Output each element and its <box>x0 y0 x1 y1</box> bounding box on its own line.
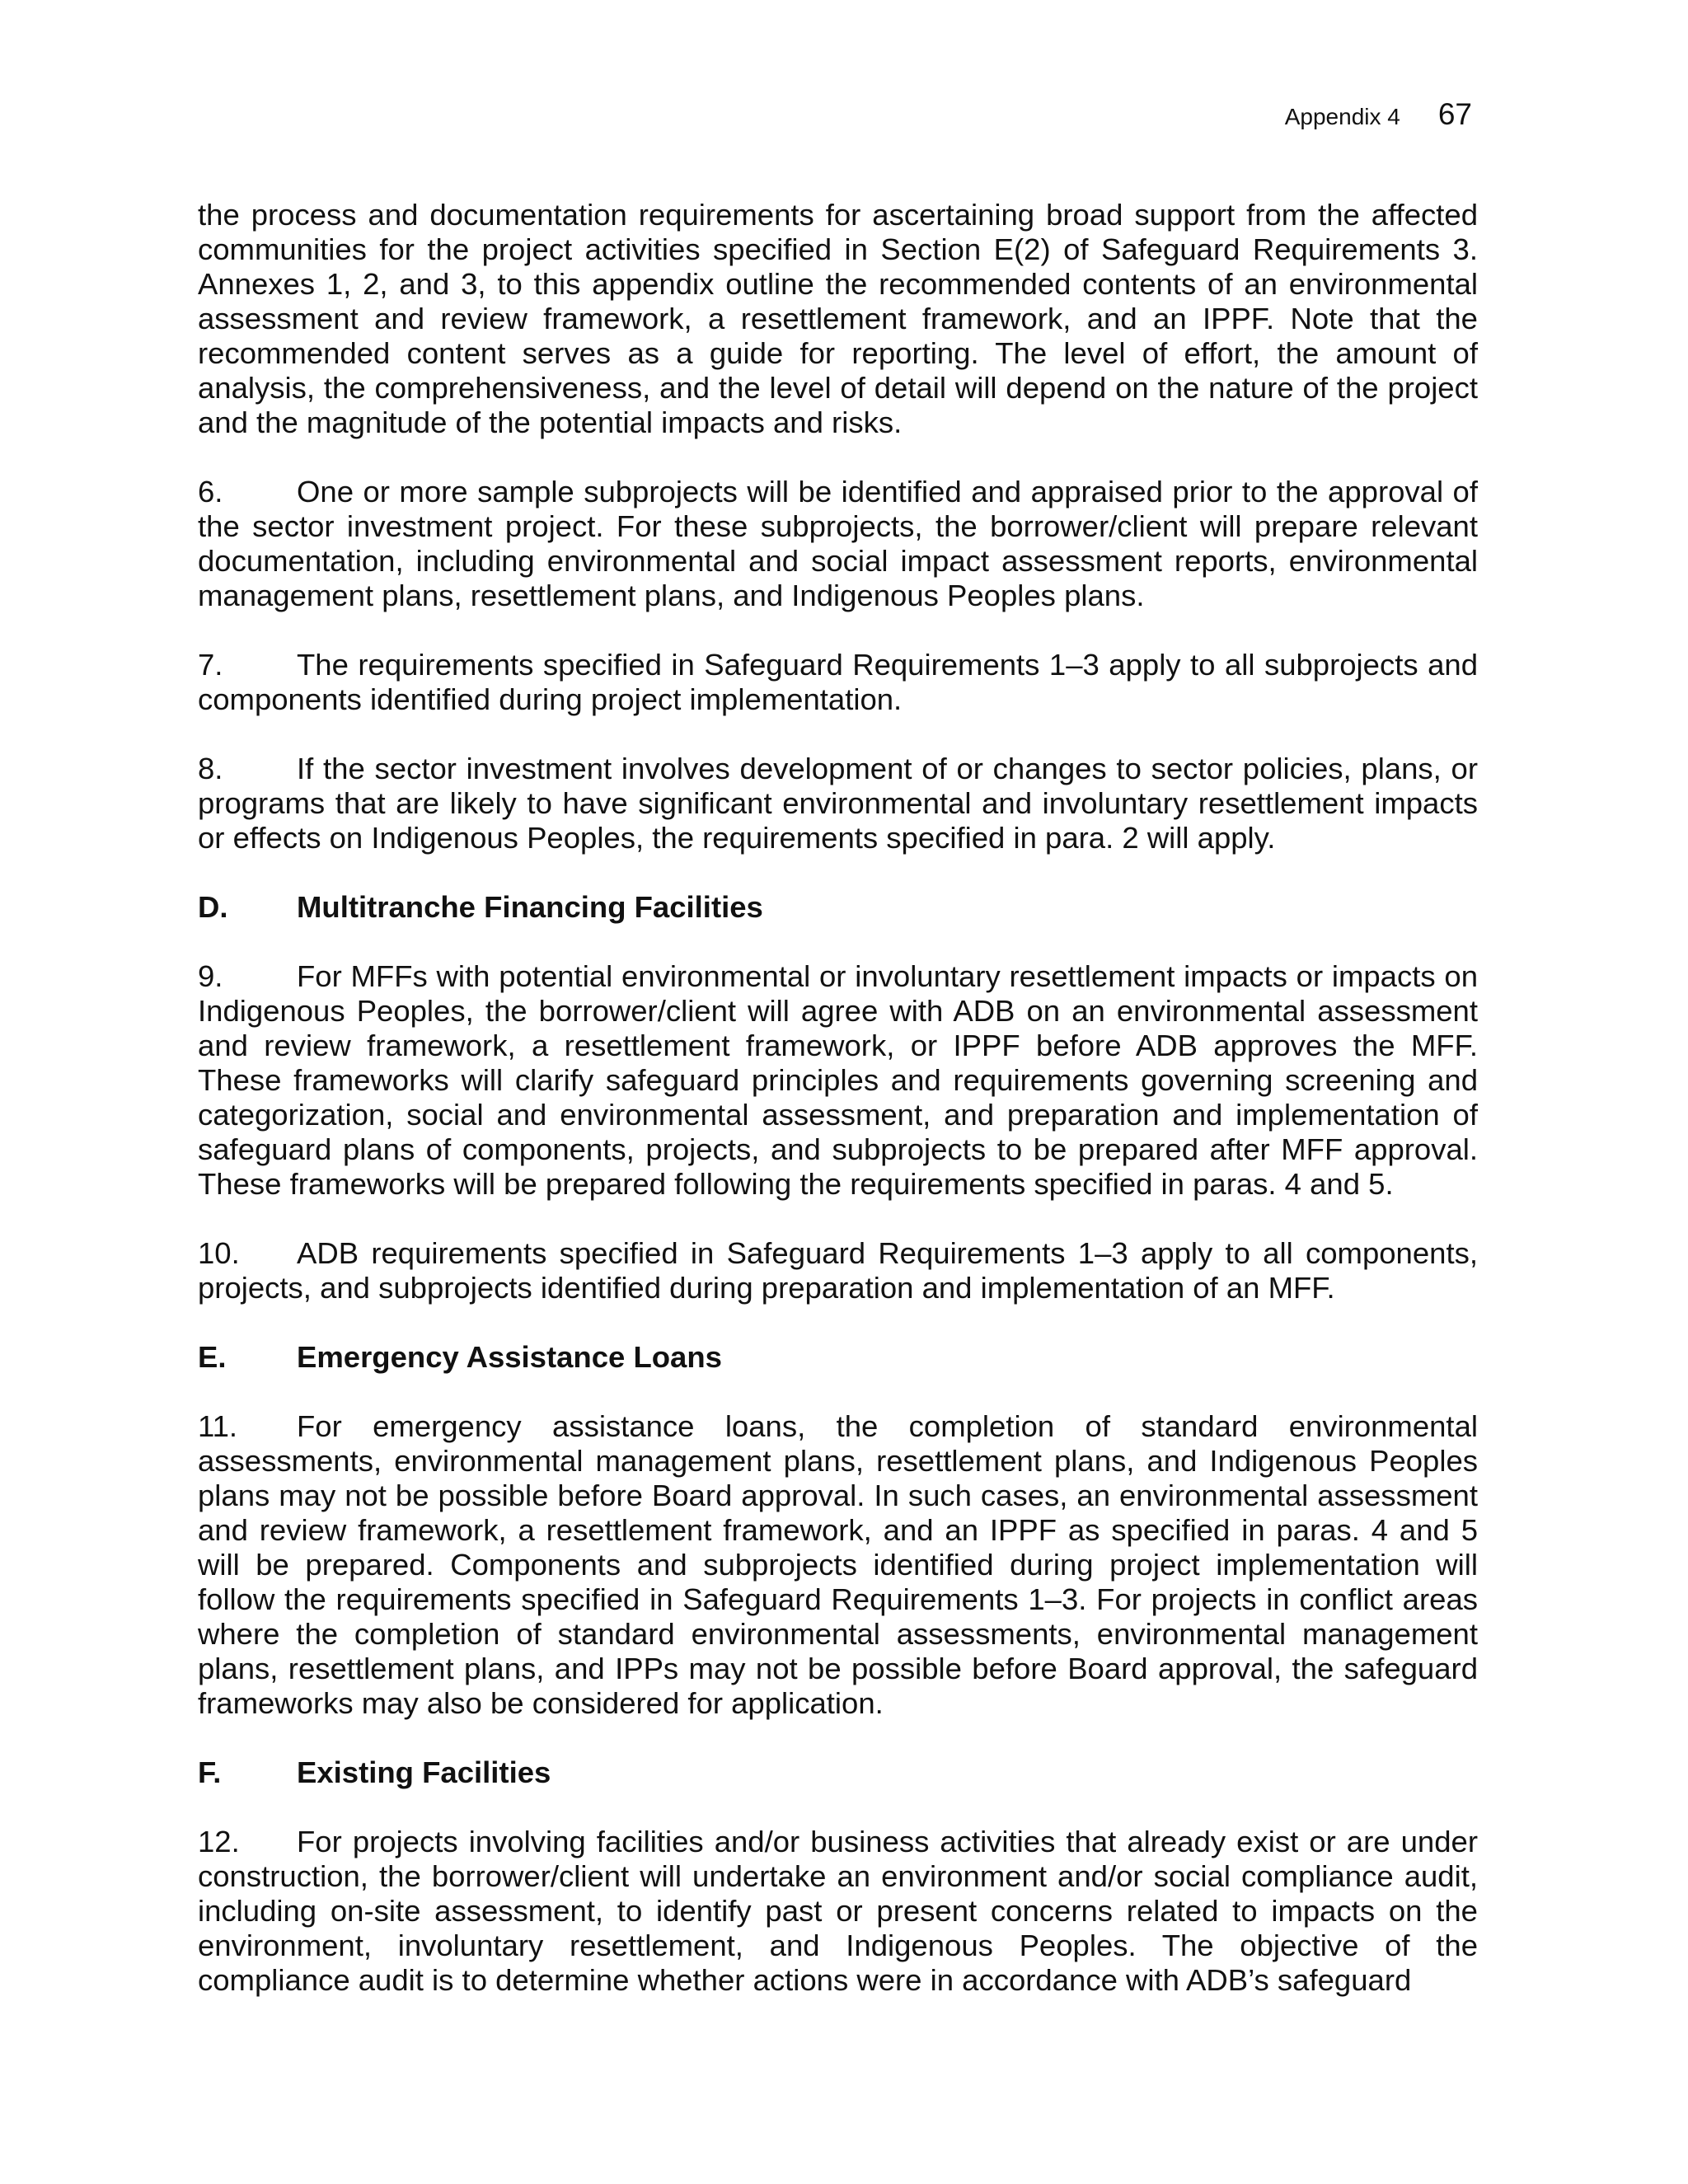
paragraph-9 <box>198 959 1478 1202</box>
paragraph-text: If the sector investment involves development of or changes to sector policies, plans, or programs that are likely to have significant environmental and involuntary resettlement impacts or effects on Indigenous Peoples, the requirements specified in para. 2 will apply. <box>198 752 1478 855</box>
paragraph-7 <box>198 648 1478 717</box>
paragraph-text: ADB requirements specified in Safeguard Requirements 1–3 apply to all components, projects, and subprojects identified during preparation and implementation of an MFF. <box>198 1236 1478 1305</box>
section-heading-e <box>198 1340 1478 1375</box>
section-letter: D. <box>198 890 228 924</box>
paragraph-number: 7. <box>198 648 223 682</box>
section-letter: E. <box>198 1340 227 1374</box>
paragraph-12 <box>198 1825 1478 1998</box>
section-heading-f <box>198 1755 1478 1790</box>
page-number: 67 <box>1437 97 1472 131</box>
section-title: Emergency Assistance Loans <box>297 1340 722 1374</box>
paragraph-number: 9. <box>198 959 223 993</box>
section-letter: F. <box>198 1755 222 1789</box>
appendix-label: Appendix 4 <box>1284 104 1400 129</box>
paragraph-text: The requirements specified in Safeguard Requirements 1–3 apply to all subprojects and components identified during project implementation. <box>198 648 1478 716</box>
paragraph-6 <box>198 475 1478 613</box>
body-text <box>198 198 1478 1998</box>
paragraph-number: 8. <box>198 752 223 785</box>
paragraph-text: One or more sample subprojects will be identified and appraised prior to the approval of the sector investment project. For these subprojects, the borrower/client will prepare relevant documentation, including environmental and social impact assessment reports, environmental management plans, resettlement plans, and Indigenous Peoples plans. <box>198 475 1478 612</box>
paragraph-text: For projects involving facilities and/or business activities that already exist or are under construction, the borrower/client will undertake an environment and/or social compliance audit, including on-site assessment, to identify past or present concerns related to impacts on the environment, involuntary resettlement, and Indigenous Peoples. The objective of the compliance audit is to determine whether actions were in accordance with ADB’s safeguard <box>198 1825 1478 1997</box>
paragraph-number: 6. <box>198 475 223 509</box>
paragraph-10 <box>198 1236 1478 1305</box>
paragraph-number: 12. <box>198 1825 240 1858</box>
paragraph-8 <box>198 752 1478 855</box>
paragraph-11 <box>198 1409 1478 1721</box>
paragraph-text: For MFFs with potential environmental or involuntary resettlement impacts or impacts on Indigenous Peoples, the borrower/client will agree with ADB on an environmental assessment and review framework, a resettlement framework, or IPPF before ADB approves the MFF. These frameworks will clarify safeguard principles and requirements governing screening and categorization, social and environmental assessment, and preparation and implementation of safeguard plans of components, projects, and subprojects to be prepared after MFF approval. These frameworks will be prepared following the requirements specified in paras. 4 and 5. <box>198 959 1478 1201</box>
section-title: Multitranche Financing Facilities <box>297 890 763 924</box>
page-header <box>1285 97 1472 132</box>
paragraph-number: 10. <box>198 1236 240 1270</box>
section-title: Existing Facilities <box>297 1755 551 1789</box>
paragraph-number: 11. <box>198 1409 238 1443</box>
section-heading-d <box>198 890 1478 925</box>
paragraph-intro: the process and documentation requirements for ascertaining broad support from the affected communities for the project activities specified in Section E(2) of Safeguard Requirements 3. Annexes 1, 2, and 3, to this appendix outline the recommended contents of an environmental assessment and review framework, a resettlement framework, and an IPPF. Note that the recommended content serves as a guide for reporting. The level of effort, the amount of analysis, the comprehensiveness, and the level of detail will depend on the nature of the project and the magnitude of the potential impacts and risks. <box>198 198 1478 439</box>
paragraph-text: For emergency assistance loans, the completion of standard environmental assessments, environmental management plans, resettlement plans, and Indigenous Peoples plans may not be possible before Board approval. In such cases, an environmental assessment and review framework, a resettlement framework, and an IPPF as specified in paras. 4 and 5 will be prepared. Components and subprojects identified during project implementation will follow the requirements specified in Safeguard Requirements 1–3. For projects in conflict areas where the completion of standard environmental assessments, environmental management plans, resettlement plans, and IPPs may not be possible before Board approval, the safeguard frameworks may also be considered for application. <box>198 1409 1478 1720</box>
